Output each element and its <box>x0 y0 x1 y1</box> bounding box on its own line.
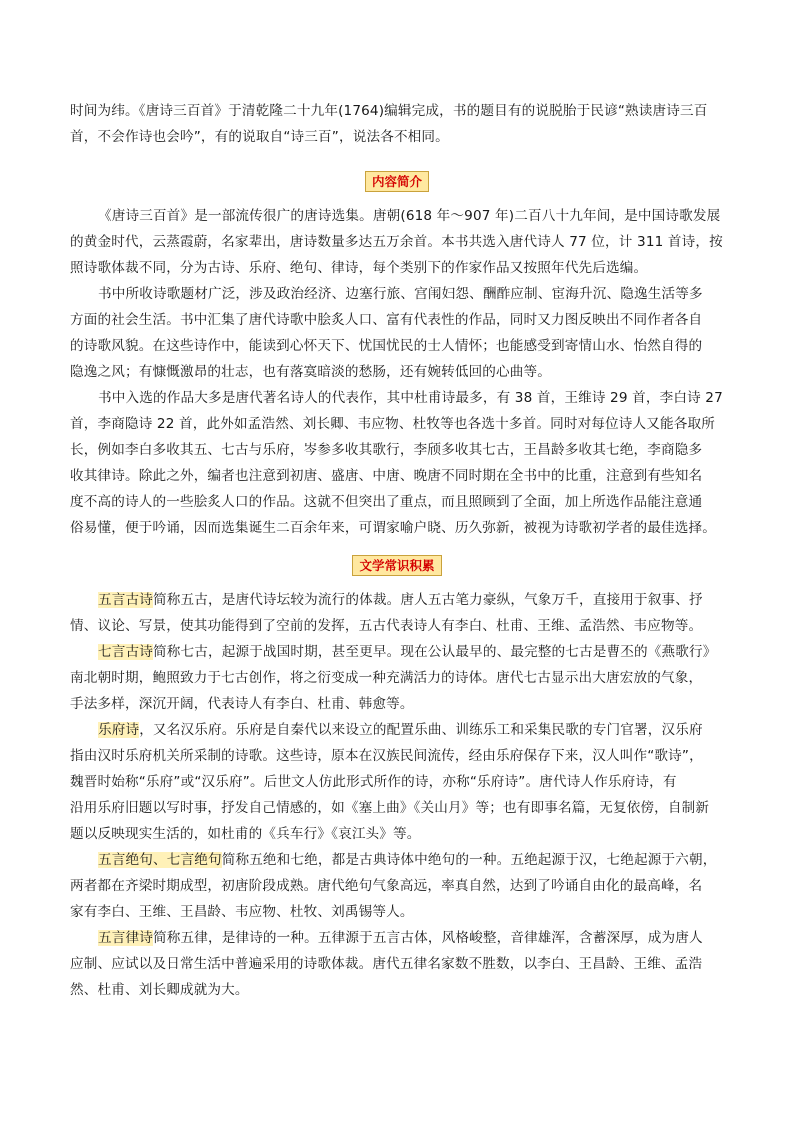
content-paragraph-1 <box>70 203 728 281</box>
text-line: 应制、应试以及日常生活中普遍采用的诗歌体裁。唐代五律名家数不胜数，以李白、王昌龄、王维、孟浩 <box>70 956 703 972</box>
literary-paragraph-qiyan-gushi <box>70 639 728 717</box>
term-highlight: 七言古诗 <box>98 644 153 660</box>
text-line: 俗易懂，便于吟诵，因而选集诞生二百余年来，可谓家喻户晓、历久弥新，被视为诗歌初学者的最佳选择。 <box>70 520 716 536</box>
text-line: 指由汉时乐府机关所采制的诗歌。这些诗，原本在汉族民间流传，经由乐府保存下来，汉人叫作“歌诗”， <box>70 748 703 764</box>
content-paragraph-3 <box>70 385 728 541</box>
text-line: 首，李商隐诗 22 首，此外如孟浩然、刘长卿、韦应物、杜牧等也各选十多首。同时对每位诗人又能各取所 <box>70 416 716 432</box>
text-line: 的黄金时代，云蒸霞蔚，名家辈出，唐诗数量多达五万余首。本书共选入唐代诗人 77 位，计 311 首诗，按 <box>70 234 723 250</box>
text-line: 收其律诗。除此之外，编者也注意到初唐、盛唐、中唐、晚唐不同时期在全书中的比重，注意到有些知名 <box>70 468 703 484</box>
text-line: 长，例如李白多收其五、七古与乐府，岑参多收其歌行，李颀多收其七古，王昌龄多收其七绝，李商隐多 <box>70 442 703 458</box>
section-title: 文学常识积累 <box>352 555 441 576</box>
text-line: 南北朝时期，鲍照致力于七古创作，将之衍变成一种充满活力的诗体。唐代七古显示出大唐宏放的气象， <box>70 670 703 686</box>
text-line: 然、杜甫、刘长卿成就为大。 <box>70 982 249 998</box>
term-highlight: 五言绝句、七言绝句 <box>98 852 222 868</box>
term-definition: ，又名汉乐府。乐府是自秦代以来设立的配置乐曲、训练乐工和采集民歌的专门官署，汉乐府 <box>139 722 703 738</box>
term-highlight: 五言律诗 <box>98 930 153 946</box>
content-paragraph-2 <box>70 281 728 385</box>
text-line <box>70 717 728 743</box>
text-line: 家有李白、王维、王昌龄、韦应物、杜牧、刘禹锡等人。 <box>70 904 414 920</box>
literary-paragraph-jueju <box>70 847 728 925</box>
literary-paragraph-wuyan-lushi <box>70 925 728 1003</box>
text-line: 题以反映现实生活的，如杜甫的《兵车行》《哀江头》等。 <box>70 826 421 842</box>
term-definition: 简称五古，是唐代诗坛较为流行的体裁。唐人五古笔力豪纵，气象万千，直接用于叙事、抒 <box>152 592 703 608</box>
text-line: 照诗歌体裁不同，分为古诗、乐府、绝句、律诗，每个类别下的作家作品又按照年代先后选编。 <box>70 260 648 276</box>
section-heading-literary-knowledge <box>0 555 794 576</box>
literary-paragraph-wuyan-gushi <box>70 587 728 639</box>
term-highlight: 五言古诗 <box>98 592 153 608</box>
text-line: 方面的社会生活。书中汇集了唐代诗歌中脍炙人口、富有代表性的作品，同时又力图反映出不同作者各自 <box>70 312 703 328</box>
text-line: 魏晋时始称“乐府”或“汉乐府”。后世文人仿此形式所作的诗，亦称“乐府诗”。唐代诗人作乐府诗，有 <box>70 774 677 790</box>
text-line: 情、议论、写景，使其功能得到了空前的发挥，五古代表诗人有李白、杜甫、王维、孟浩然、韦应物等。 <box>70 618 703 634</box>
text-line: 手法多样，深沉开阔，代表诗人有李白、杜甫、韩愈等。 <box>70 696 414 712</box>
section-title: 内容简介 <box>365 171 429 192</box>
intro-paragraph <box>70 98 728 150</box>
text-line: 度不高的诗人的一些脍炙人口的作品。这就不但突出了重点，而且照顾到了全面，加上所选作品能注意通 <box>70 494 703 510</box>
text-line: 书中入选的作品大多是唐代著名诗人的代表作，其中杜甫诗最多，有 38 首，王维诗 29 首，李白诗 27 <box>98 390 723 406</box>
text-line: 沿用乐府旧题以写时事，抒发自己情感的，如《塞上曲》《关山月》等；也有即事名篇，无复依傍，自制新 <box>70 800 710 816</box>
text-line: 时间为纬。《唐诗三百首》于清乾隆二十九年(1764)编辑完成，书的题目有的说脱胎于民谚“熟读唐诗三百 <box>70 103 708 119</box>
term-definition: 简称七古，起源于战国时期，甚至更早。现在公认最早的、最完整的七古是曹丕的《燕歌行》 <box>152 644 717 660</box>
text-line <box>70 587 728 613</box>
text-line: 书中所收诗歌题材广泛，涉及政治经济、边塞行旅、宫闱妇怨、酬酢应制、宦海升沉、隐逸生活等多 <box>98 286 703 302</box>
text-line <box>70 639 728 665</box>
term-highlight: 乐府诗 <box>98 722 140 738</box>
text-line: 隐逸之风；有慷慨激昂的壮志，也有落寞暗淡的愁肠，还有婉转低回的心曲等。 <box>70 364 552 380</box>
text-line <box>70 925 728 951</box>
literary-paragraph-yuefu <box>70 717 728 847</box>
term-definition: 简称五律，是律诗的一种。五律源于五言古体，风格峻整，音律雄浑，含蓄深厚，成为唐人 <box>152 930 703 946</box>
text-line <box>70 847 728 873</box>
text-line: 两者都在齐梁时期成型，初唐阶段成熟。唐代绝句气象高远，率真自然，达到了吟诵自由化的最高峰，名 <box>70 878 703 894</box>
text-line: 《唐诗三百首》是一部流传很广的唐诗选集。唐朝(618 年～907 年)二百八十九年间，是中国诗歌发展 <box>98 208 721 224</box>
term-definition: 简称五绝和七绝，都是古典诗体中绝句的一种。五绝起源于汉，七绝起源于六朝， <box>221 852 717 868</box>
section-heading-content-intro <box>0 171 794 192</box>
text-line: 的诗歌风貌。在这些诗作中，能读到心怀天下、忧国忧民的士人情怀；也能感受到寄情山水、怡然自得的 <box>70 338 703 354</box>
text-line: 首，不会作诗也会吟”，有的说取自“诗三百”，说法各不相同。 <box>70 129 449 145</box>
